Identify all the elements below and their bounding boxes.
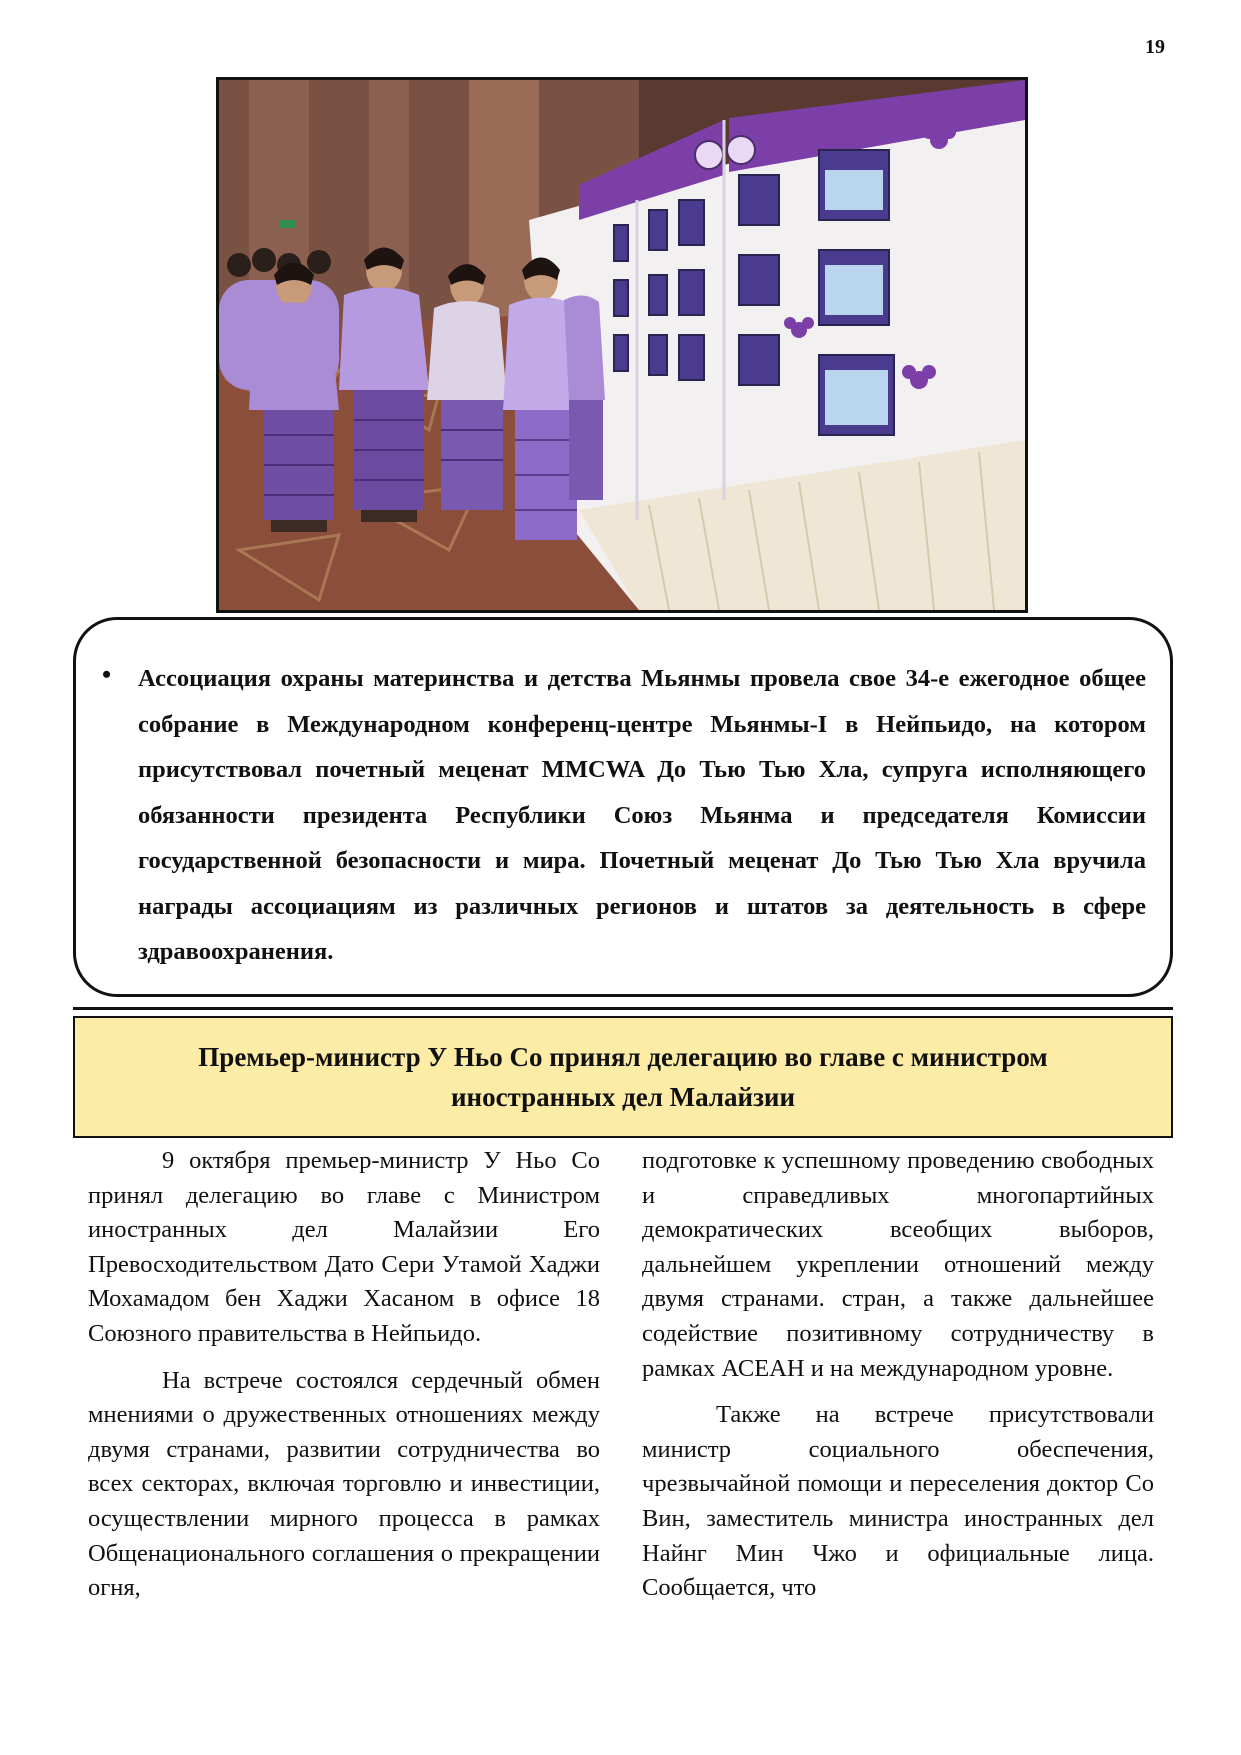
exhibition-photo-illustration (219, 80, 1025, 610)
article-column-left (88, 1144, 600, 1618)
article-column-right (642, 1144, 1154, 1618)
article-paragraph: На встрече состоялся сердечный обмен мнениями о дружественных отношениях между двумя странами, развитии сотрудничества во всех секторах, включая торговлю и инвестиции, осуществлении мирного процесса в рамках Общенационального соглашения о прекращении огня, (88, 1366, 600, 1602)
page-number: 19 (1145, 36, 1165, 58)
headline-box (73, 1016, 1173, 1138)
article-paragraph: подготовке к успешному проведению свободных и справедливых многопартийных демократических всеобщих выборов, дальнейшем укреплении отношений между двумя странами. стран, а также дальнейшее содействие позитивному сотрудничеству в рамках АСЕАН и на международном уровне. (642, 1147, 1154, 1382)
section-divider (73, 1007, 1173, 1010)
article-paragraph: 9 октября премьер-министр У Ньо Со принял делегацию во главе с Министром иностранных дел Малайзии Его Превосходительством Дато Сери Утамой Хаджи Мохамадом бен Хаджи Хасаном в офисе 18 Союзного правительства в Нейпьидо. (88, 1147, 600, 1347)
event-photo (216, 77, 1028, 613)
bullet-marker: • (102, 660, 112, 689)
article-headline: Премьер-министр У Ньо Со принял делегацию во главе с министром иностранных дел Малайзии (198, 1042, 1048, 1112)
caption-box (73, 617, 1173, 997)
article-paragraph: Также на встрече присутствовали министр социального обеспечения, чрезвычайной помощи и переселения доктор Со Вин, заместитель министра иностранных дел Найнг Мин Чжо и официальные лица. Сообщается, что (642, 1401, 1154, 1602)
caption-text: Ассоциация охраны материнства и детства Мьянмы провела свое 34-е ежегодное общее собрание в Международном конференц-центре Мьянмы-I в Нейпьидо, на котором присутствовал почетный меценат MMCWA До Тью Тью Хла, супруга исполняющего обязанности президента Республики Союз Мьянма и председателя Комиссии государственной безопасности и мира. Почетный меценат До Тью Тью Хла вручила награды ассоциациям из различных регионов и штатов за деятельность в сфере здравоохранения. (138, 665, 1146, 965)
